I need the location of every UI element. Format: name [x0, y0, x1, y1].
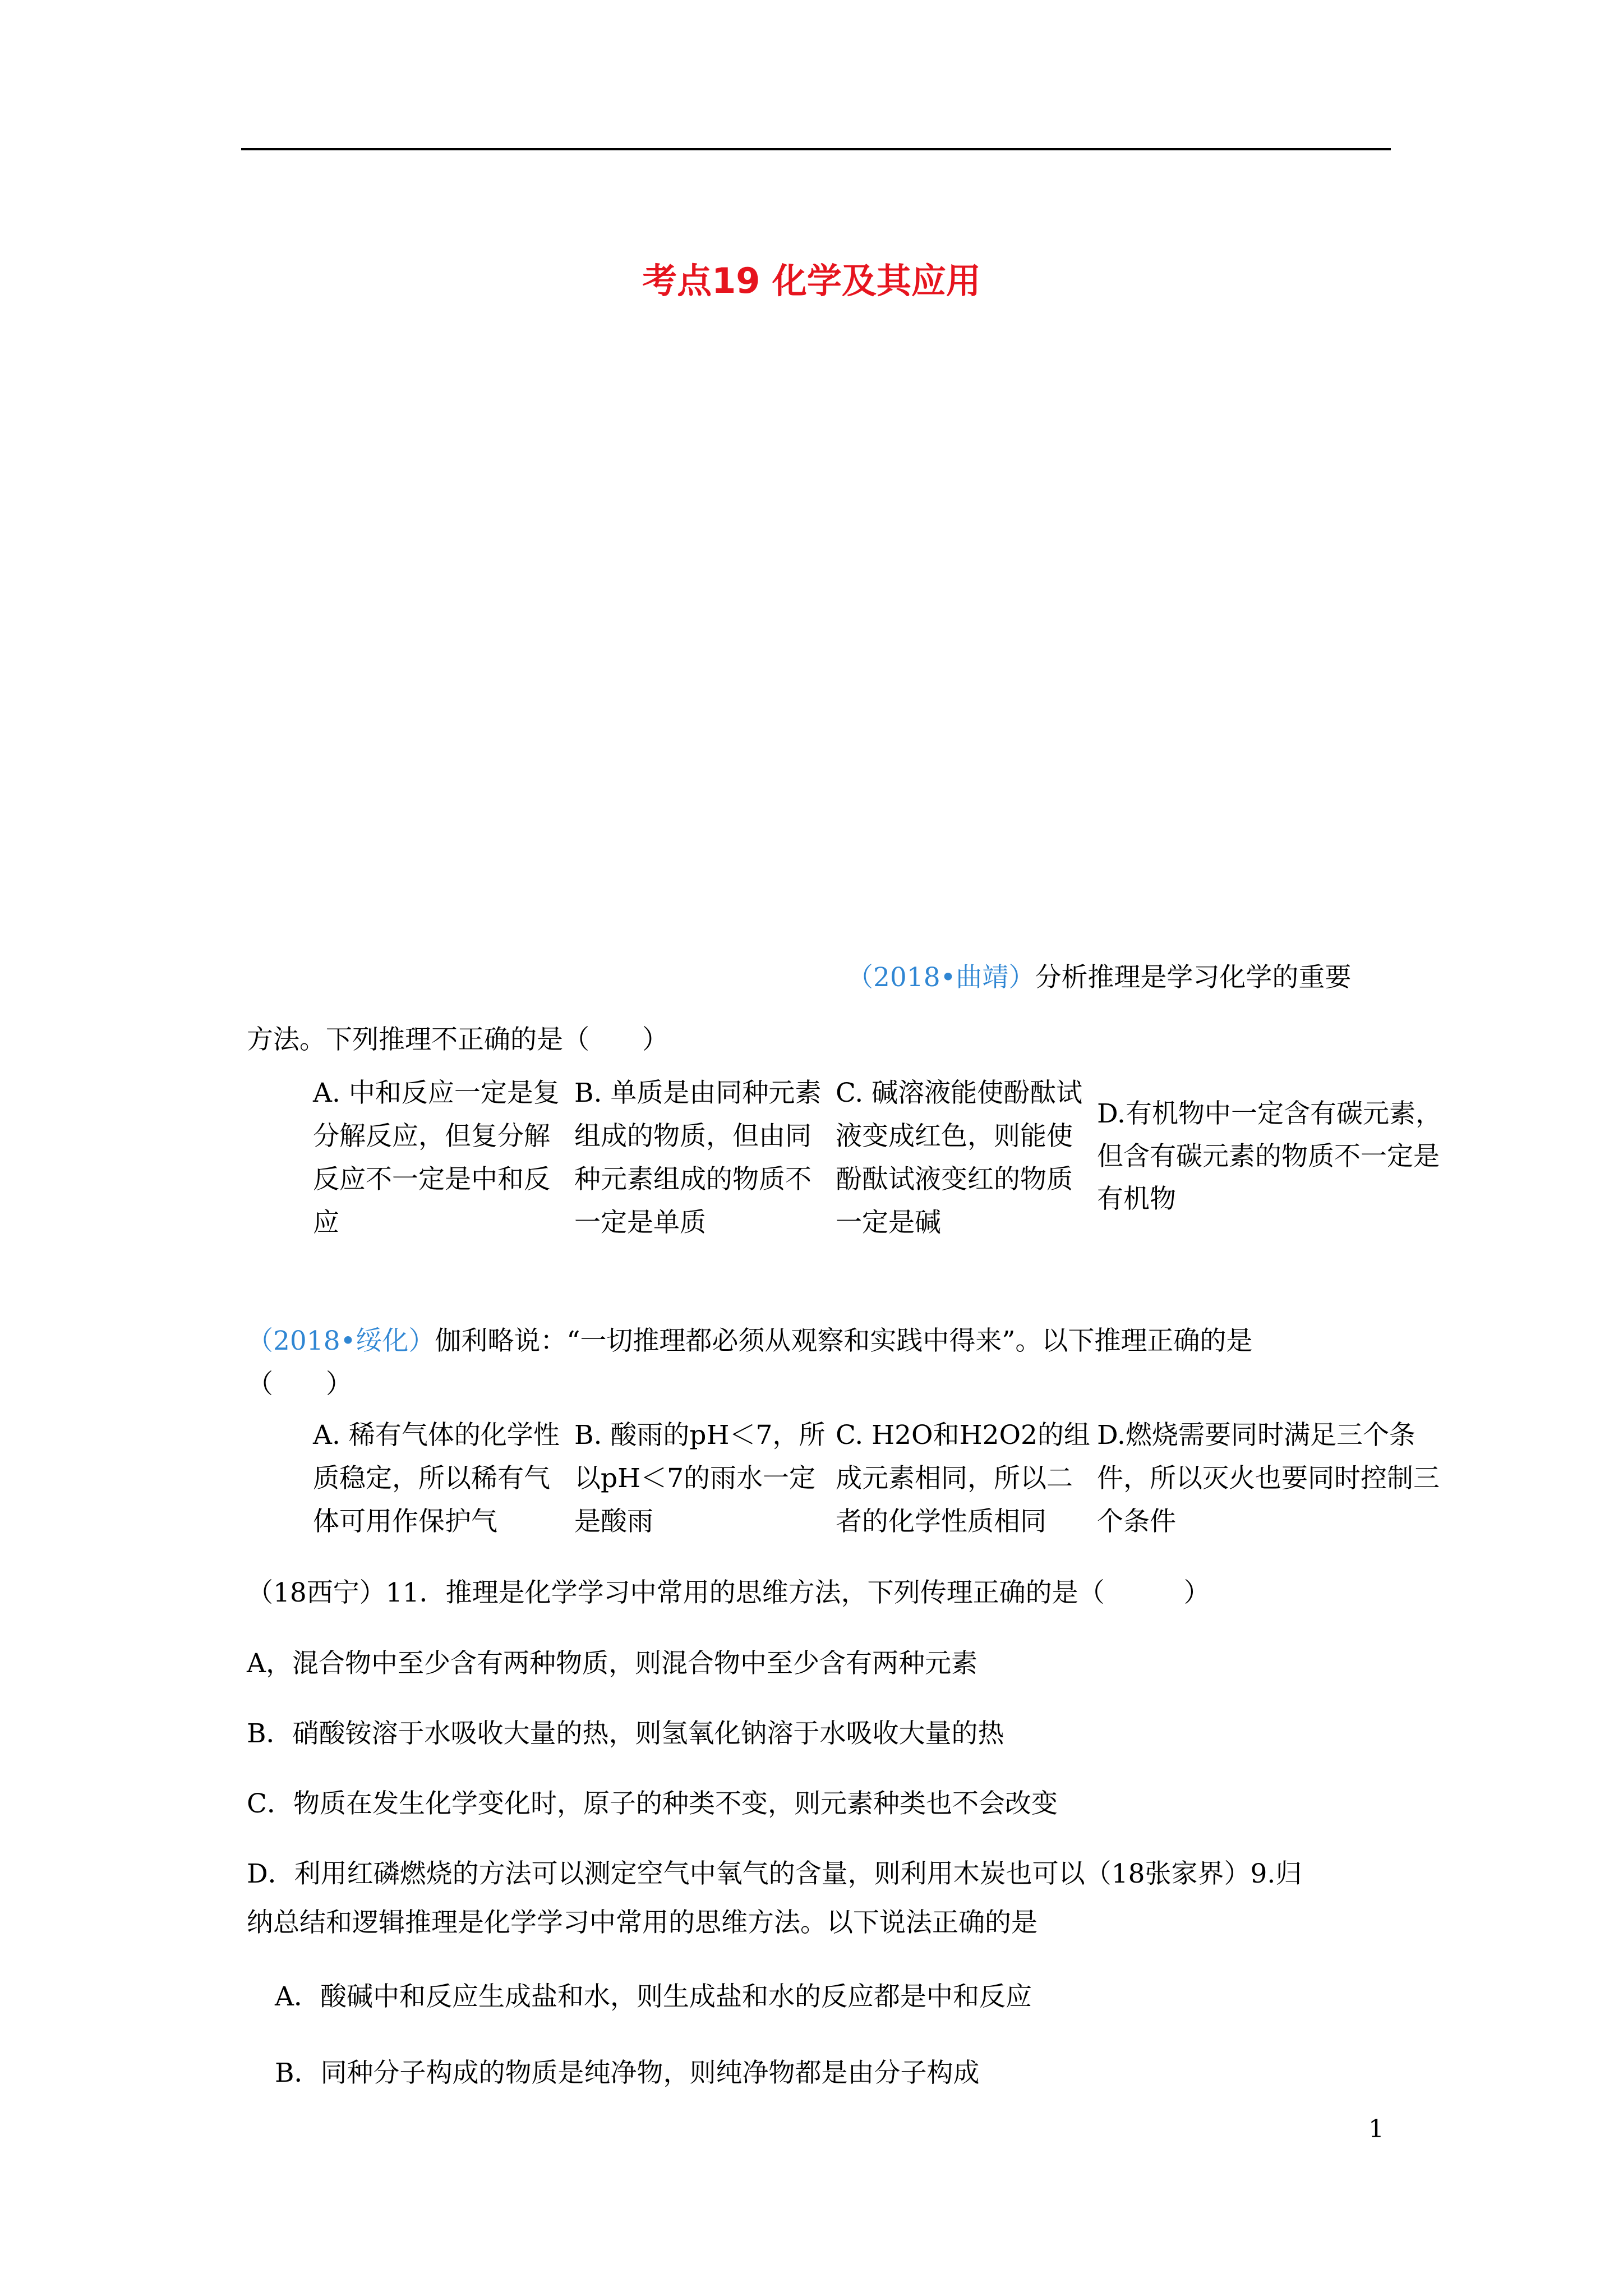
- q2-source: （2018•绥化）: [247, 1326, 435, 1356]
- q1-stem-part2: 方法。下列推理不正确的是（ ）: [247, 1024, 668, 1055]
- q3-option-a2: A．酸碱中和反应生成盐和水，则生成盐和水的反应都是中和反应: [275, 1981, 1032, 2012]
- header-rule: [241, 148, 1391, 150]
- q2-option-b: B. 酸雨的pH＜7，所以pH＜7的雨水一定是酸雨: [574, 1420, 826, 1537]
- q2-stem-part2: （ ）: [247, 1369, 352, 1400]
- q3-stem: （18西宁）11．推理是化学学习中常用的思维方法，下列传理正确的是（ ）: [247, 1577, 1210, 1608]
- q2-header: [247, 1326, 1252, 1357]
- q1-stem-part1: 分析推理是学习化学的重要: [1035, 962, 1352, 993]
- q2-option-a: A. 稀有气体的化学性质稳定，所以稀有气体可用作保护气: [313, 1420, 560, 1537]
- q1-option-d: D.有机物中一定含有碳元素，但含有碳元素的物质不一定是有机物: [1097, 1098, 1442, 1214]
- q1-source: （2018•曲靖）: [847, 962, 1035, 993]
- q3-option-a: A，混合物中至少含有两种物质，则混合物中至少含有两种元素: [247, 1648, 978, 1679]
- page-number: 1: [1368, 2115, 1384, 2143]
- q3-option-d: D．利用红磷燃烧的方法可以测定空气中氧气的含量，则利用木炭也可以（18张家界）9.归: [247, 1858, 1302, 1889]
- page-title: 考点19 化学及其应用: [642, 260, 981, 301]
- q2-option-c: C. H2O和H2O2的组成元素相同，所以二者的化学性质相同: [836, 1420, 1090, 1537]
- q2-option-d: D.燃烧需要同时满足三个条件，所以灭火也要同时控制三个条件: [1097, 1420, 1440, 1537]
- q2-options: [313, 1414, 1456, 1543]
- q1-header: [847, 962, 1351, 993]
- q1-options: [313, 1071, 1461, 1244]
- q1-option-c: C. 碱溶液能使酚酞试液变成红色，则能使酚酞试液变红的物质一定是碱: [836, 1078, 1083, 1238]
- q3-option-c: C．物质在发生化学变化时，原子的种类不变，则元素种类也不会改变: [247, 1788, 1058, 1819]
- q3-option-b: B．硝酸铵溶于水吸收大量的热，则氢氧化钠溶于水吸收大量的热: [247, 1718, 1004, 1749]
- q1-option-b: B. 单质是由同种元素组成的物质，但由同种元素组成的物质不一定是单质: [574, 1078, 822, 1238]
- q1-option-a: A. 中和反应一定是复分解反应，但复分解反应不一定是中和反应: [313, 1078, 560, 1238]
- q3-continuation: 纳总结和逻辑推理是化学学习中常用的思维方法。以下说法正确的是: [247, 1907, 1038, 1938]
- q3-option-b2: B．同种分子构成的物质是纯净物，则纯净物都是由分子构成: [275, 2058, 980, 2088]
- q2-stem-part1: 伽利略说：“一切推理都必须从观察和实践中得来”。以下推理正确的是: [435, 1326, 1253, 1356]
